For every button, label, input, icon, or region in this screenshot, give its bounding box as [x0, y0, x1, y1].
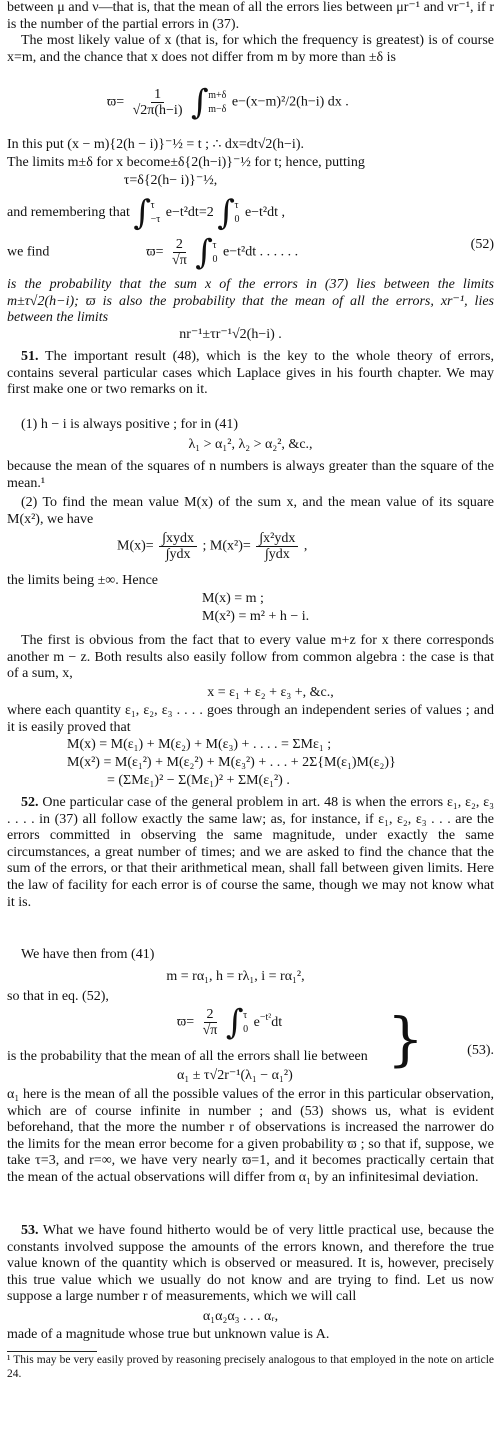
right-brace: } — [387, 1005, 424, 1073]
footnote: ¹ This may be very easily proved by reasoning precisely analogous to that employed in the note on article 24. — [7, 1354, 494, 1380]
equation-number: (52) — [470, 237, 494, 252]
numerator: 2 — [204, 1007, 217, 1023]
text-fragment: e−t²dt=2 — [165, 205, 214, 221]
equation-m-eps2: M(x²) = M(ε₁²) + M(ε₂²) + M(ε₃²) + . . . + 2Σ{M(ε₁)M(ε₂)} — [67, 755, 396, 770]
article-53 — [7, 1223, 494, 1309]
upper-limit: τ — [212, 239, 217, 251]
article-text: What we have found hitherto would be of very little practical use, because the constants involved suppose the amounts of the errors known, and therefore the true value known of the quantity which is observed or measured. It is, however, precisely this true value which we usually do not know and are trying to find. Let us now suppose a large number r of measurements, which we will call — [7, 1223, 494, 1305]
equation-52 — [7, 232, 494, 277]
exponential-term: e−(x−m)²/2(h−i) dx . — [231, 94, 349, 110]
integral-limits — [234, 199, 239, 227]
equation-mx2: M(x²) = m² + h − i. — [202, 609, 310, 624]
text-fragment: we find — [7, 244, 50, 260]
text-line: so that in eq. (52), — [7, 989, 109, 1004]
fraction — [159, 531, 197, 562]
varpi-symbol: ϖ= — [146, 244, 164, 260]
equation-varpi: ϖ= $\frac{2}{√\pi}$ ∫ τ 0 $e^{-t^2}dt$ — [177, 1002, 283, 1043]
denominator: ∫ydx — [264, 547, 290, 562]
fraction — [130, 87, 186, 118]
text-line: between μ and ν—that is, that the mean of all the errors lies between μr⁻¹ and νr⁻¹, if r is the number of the partial errors in (37). — [7, 0, 494, 32]
equation-mx: M(x) = m ; — [202, 591, 264, 606]
text-fragment: e−t²dt . . . . . . — [223, 244, 299, 260]
equation-m-eps3: = (ΣMε₁)² − Σ(Mε₁)² + ΣM(ε₁²) . — [107, 773, 290, 788]
lower-limit: 0 — [234, 214, 240, 225]
equation-probability — [7, 82, 494, 137]
lower-limit: 0 — [212, 253, 218, 265]
article-number: 51. — [21, 349, 39, 364]
text-paragraph: is the probability that the sum x of the errors in (37) lies between the limits m±τ√2(h−i); ϖ is also the probability that the mean of all the errors, xr⁻¹, lies between the limits — [7, 277, 494, 326]
text-line: (1) h − i is always positive ; for in (41) — [21, 417, 239, 432]
equation-sum: x = ε₁ + ε₂ + ε₃ +, &c., — [207, 685, 334, 700]
fraction — [200, 1007, 221, 1038]
integral-sign: ∫ — [195, 232, 213, 273]
denominator: √π — [172, 253, 187, 268]
article-52 — [7, 795, 494, 947]
text-line: is the probability that the mean of all the errors shall lie between — [7, 1049, 368, 1064]
integral-limits — [151, 199, 161, 227]
text-paragraph: because the mean of the squares of n numbers is always greater than the square of the mean.¹ — [7, 459, 494, 491]
equation-limits: nr⁻¹±τr⁻¹√2(h−i) . — [179, 327, 282, 342]
upper-limit: τ — [150, 200, 155, 211]
integral-limits — [243, 1009, 248, 1037]
lower-limit: m−δ — [208, 103, 227, 115]
article-number: 53. — [21, 1223, 39, 1238]
integral-sign: ∫ — [217, 193, 235, 234]
text-fragment: and remembering that — [7, 205, 130, 221]
text-fragment: ; M(x²)= — [202, 538, 251, 554]
text-fragment: M(x)= — [117, 538, 154, 554]
varpi-symbol: ϖ= — [107, 94, 125, 110]
equation-lambda: λ₁ > α₁², λ₂ > α₂², &c., — [188, 437, 313, 452]
article-text: One particular case of the general problem in art. 48 is when the errors ε₁, ε₂, ε₃ . . . . in (37) all follow exactly the same law; as, for instance, if ε₁, ε₂, ε₃ . . . are the errors committed in observing the same magnitude, under exactly the same circumstances, a great number of times; and we are asked to find the chance that the sum of the errors, or that their arithmetical mean, shall fall between given limits. Here the law of facility for each error is of course the same, though we may not know what it is. — [7, 795, 495, 910]
numerator: 2 — [173, 237, 186, 253]
text-line: the limits being ±∞. Hence — [7, 573, 159, 588]
article-number: 52. — [21, 795, 39, 810]
upper-limit: m+δ — [208, 89, 227, 101]
text-line: We have then from (41) — [21, 947, 155, 962]
numerator: 1 — [151, 87, 164, 103]
lower-limit: 0 — [243, 1023, 249, 1035]
text-paragraph: The first is obvious from the fact that to every value m+z for x there corresponds another m − z. Both results also easily follow from common algebra : the case is that of a sum, x, — [7, 633, 494, 682]
equation-alphas: α₁α₂α₃ . . . αᵣ, — [202, 1309, 279, 1324]
lower-limit: −τ — [150, 214, 161, 225]
upper-limit: τ — [243, 1009, 248, 1021]
text-fragment: e−t²dt , — [244, 205, 286, 221]
integral-sign: ∫ — [133, 193, 152, 234]
denominator: ∫ydx — [165, 547, 191, 562]
text-paragraph: α₁ here is the mean of all the possible values of the error in this particular observation, which are of course infinite in number ; and (53) shows us, what is evident beforehand, that the more the number r of observations is increased the narrower do the limits for the mean error become for a given probability ϖ ; so that if, suppose, we take τ=3, and r=∞, we have very nearly ϖ=1, and it becomes practically certain that the mean of the actual observations will differ from α₁ by an infinitesimal deviation. — [7, 1087, 494, 1185]
text-line: made of a magnitude whose true but unknown value is A. — [7, 1327, 330, 1342]
text-paragraph: The most likely value of x (that is, for which the frequency is greatest) is of course x=m, and the chance that x does not differ from m by more than ±δ is — [7, 33, 494, 65]
varpi-symbol: ϖ= — [177, 1014, 195, 1030]
integral-sign: ∫ — [191, 82, 209, 123]
numerator: ∫x²ydx — [256, 531, 298, 547]
article-text: The important result (48), which is the key to the whole theory of errors, contains several particular cases which Laplace gives in his fourth chapter. We may first make one or two remarks on it. — [7, 349, 494, 398]
footnote-rule — [7, 1351, 97, 1352]
equation-remembering — [7, 193, 494, 234]
equation-53 — [7, 1002, 494, 1087]
equation-mean-values: M(x)= $\frac{\text{∫xydx}}{\text{∫ydx}}$ ; M(x²)= $\frac{\text{∫x²ydx}}{\text{∫ydx}}$ , — [117, 531, 308, 562]
numerator: ∫xydx — [159, 531, 197, 547]
text-line: In this put (x − m){2(h − i)}⁻½ = t ; ∴ dx=dt√2(h−i). — [7, 137, 304, 152]
integral-limits — [213, 239, 218, 267]
equation-m-h-i: m = rα₁, h = rλ₁, i = rα₁², — [166, 969, 305, 984]
equation-tau: τ=δ{2(h− i)}⁻½, — [123, 173, 218, 188]
denominator: √π — [202, 1023, 218, 1038]
article-51 — [7, 349, 494, 417]
equation-m-eps: M(x) = M(ε₁) + M(ε₂) + M(ε₃) + . . . . = ΣMε₁ ; — [67, 737, 332, 752]
integral-limits — [208, 89, 226, 117]
denominator: √2π(h−i) — [132, 103, 183, 118]
equation-limits-53: α₁ ± τ√2r⁻¹(λ₁ − α₁²) — [177, 1068, 293, 1083]
fraction — [256, 531, 298, 562]
upper-limit: τ — [234, 200, 239, 211]
text-paragraph: (2) To find the mean value M(x) of the sum x, and the mean value of its square M(x²), we have — [7, 495, 494, 527]
integral-sign: ∫ — [225, 1002, 244, 1043]
text-line: The limits m±δ for x become±δ{2(h−i)}⁻½ for t; hence, putting — [7, 155, 365, 170]
equation-number: (53). — [467, 1043, 494, 1058]
fraction — [169, 237, 190, 268]
text-paragraph: where each quantity ε₁, ε₂, ε₃ . . . . goes through an independent series of values ; and it is easily proved that — [7, 703, 494, 735]
